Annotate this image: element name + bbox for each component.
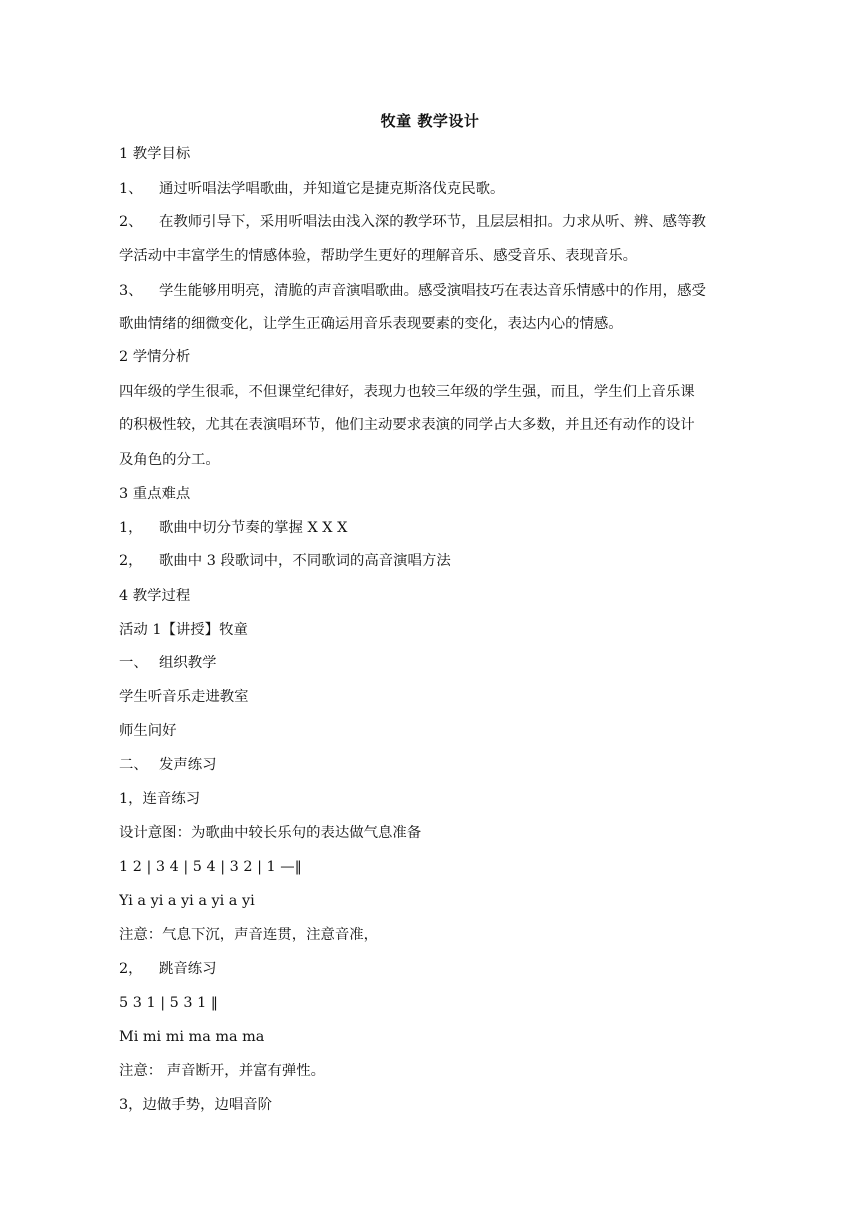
paragraph-line [119, 958, 743, 980]
line-text: 组织教学 [159, 655, 217, 671]
line-text: 3 重点难点 [119, 486, 191, 502]
line-text: 歌曲情绪的细微变化，让学生正确运用音乐表现要素的变化，表达内心的情感。 [119, 316, 623, 332]
line-text: 1 教学目标 [119, 146, 191, 162]
line-text: 1 2 | 3 4 | 5 4 | 3 2 | 1 —‖ [119, 859, 302, 875]
paragraph-line [119, 652, 743, 674]
paragraph-line [119, 517, 743, 539]
line-text: 四年级的学生很乖，不但课堂纪律好，表现力也较三年级的学生强，而且，学生们上音乐课 [119, 384, 695, 400]
list-number: 二、 [119, 757, 148, 773]
paragraph-line [119, 619, 743, 641]
paragraph-line [119, 754, 743, 776]
paragraph-line [119, 313, 743, 335]
paragraph-line [119, 924, 743, 946]
paragraph-line [119, 720, 743, 742]
list-number: 3、 [119, 283, 143, 299]
paragraph-line [119, 686, 743, 708]
line-text: 在教师引导下，采用听唱法由浅入深的教学环节，且层层相扣。力求从听、辨、感等教 [159, 214, 706, 230]
list-number: 一、 [119, 655, 148, 671]
paragraph-line [119, 483, 743, 505]
line-text: 3，边做手势，边唱音阶 [119, 1097, 273, 1113]
line-text: 5 3 1 | 5 3 1 ‖ [119, 995, 218, 1011]
line-text: 学生能够用明亮，清脆的声音演唱歌曲。感受演唱技巧在表达音乐情感中的作用，感受 [159, 283, 706, 299]
paragraph-line [119, 449, 743, 471]
line-text: 设计意图：为歌曲中较长乐句的表达做气息准备 [119, 825, 422, 841]
line-text: 2 学情分析 [119, 349, 191, 365]
document-title: 牧童 教学设计 [380, 112, 480, 130]
line-text: 及角色的分工。 [119, 452, 220, 468]
line-text: 的积极性较，尤其在表演唱环节，他们主动要求表演的同学占大多数，并且还有动作的设计 [119, 417, 695, 433]
list-number: 1， [119, 520, 143, 536]
paragraph-line [119, 414, 743, 436]
line-text: 通过听唱法学唱歌曲，并知道它是捷克斯洛伐克民歌。 [159, 181, 505, 197]
paragraph-line [119, 1094, 743, 1116]
line-text: Yi a yi a yi a yi a yi [119, 893, 255, 909]
line-text: 1，连音练习 [119, 791, 201, 807]
line-text: 注意：气息下沉，声音连贯，注意音准， [119, 927, 379, 943]
paragraph-line [119, 211, 743, 233]
paragraph-line [119, 550, 743, 572]
paragraph-line [119, 856, 743, 878]
list-number: 2， [119, 961, 143, 977]
line-text: 活动 1【讲授】牧童 [119, 622, 248, 638]
paragraph-line [119, 178, 743, 200]
line-text: 学生听音乐走进教室 [119, 689, 249, 705]
paragraph-line [119, 143, 743, 165]
line-text: 4 教学过程 [119, 588, 191, 604]
paragraph-line [119, 788, 743, 810]
line-text: 注意： 声音断开，并富有弹性。 [119, 1063, 326, 1079]
paragraph-line [119, 1060, 743, 1082]
list-number: 2， [119, 553, 143, 569]
paragraph-line [119, 890, 743, 912]
paragraph-line [119, 1026, 743, 1048]
paragraph-line [119, 822, 743, 844]
paragraph-line [119, 346, 743, 368]
line-text: 歌曲中 3 段歌词中，不同歌词的高音演唱方法 [159, 553, 451, 569]
paragraph-line [119, 585, 743, 607]
paragraph-line [119, 280, 743, 302]
line-text: 师生问好 [119, 723, 177, 739]
paragraph-line [119, 992, 743, 1014]
paragraph-line [119, 381, 743, 403]
line-text: Mi mi mi ma ma ma [119, 1029, 265, 1045]
line-text: 跳音练习 [159, 961, 217, 977]
list-number: 1、 [119, 181, 143, 197]
line-text: 发声练习 [159, 757, 217, 773]
paragraph-line [119, 245, 743, 267]
list-number: 2、 [119, 214, 143, 230]
line-text: 学活动中丰富学生的情感体验，帮助学生更好的理解音乐、感受音乐、表现音乐。 [119, 248, 638, 264]
line-text: 歌曲中切分节奏的掌握 X X X [159, 520, 348, 536]
